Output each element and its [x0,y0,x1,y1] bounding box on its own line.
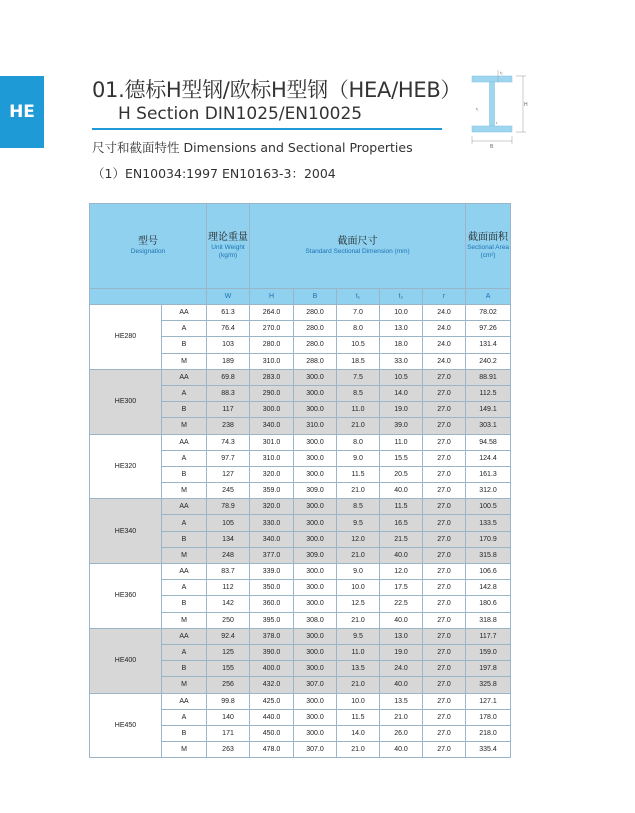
value-cell-h: 377.0 [250,547,294,563]
value-cell-h: 478.0 [250,742,294,758]
value-cell-t1: 21.0 [337,677,380,693]
value-cell-r: 27.0 [423,499,466,515]
value-cell-r: 27.0 [423,434,466,450]
header-dimension: 截面尺寸 Standard Sectional Dimension (mm) [250,204,466,289]
value-cell-w: 61.3 [207,305,250,321]
value-cell-a: 112.5 [466,385,511,401]
value-cell-a: 335.4 [466,742,511,758]
diagram-label-t1: t₁ [476,106,479,111]
value-cell-a: 100.5 [466,499,511,515]
subheader-a: A [466,289,511,305]
value-cell-w: 112 [207,580,250,596]
value-cell-a: 133.5 [466,515,511,531]
value-cell-t1: 21.0 [337,742,380,758]
subheader-r: r [423,289,466,305]
value-cell-h: 310.0 [250,353,294,369]
value-cell-b: 300.0 [294,385,337,401]
designation-cell: HE340 [90,499,162,564]
value-cell-r: 27.0 [423,369,466,385]
value-cell-b: 280.0 [294,305,337,321]
value-cell-t2: 40.0 [380,547,423,563]
value-cell-b: 300.0 [294,515,337,531]
grade-cell: B [162,531,207,547]
value-cell-w: 103 [207,337,250,353]
table-row [90,499,511,515]
grade-cell: M [162,612,207,628]
value-cell-t2: 20.5 [380,466,423,482]
value-cell-r: 27.0 [423,596,466,612]
grade-cell: A [162,580,207,596]
header-area: 截面面积 Sectional Area (cm²) [466,204,511,289]
grade-cell: A [162,385,207,401]
value-cell-t1: 12.0 [337,531,380,547]
grade-cell: AA [162,369,207,385]
value-cell-w: 245 [207,483,250,499]
grade-cell: AA [162,499,207,515]
value-cell-a: 127.1 [466,693,511,709]
value-cell-t2: 10.0 [380,305,423,321]
value-cell-t1: 14.0 [337,725,380,741]
value-cell-w: 76.4 [207,321,250,337]
value-cell-b: 300.0 [294,369,337,385]
value-cell-a: 197.8 [466,661,511,677]
grade-cell: B [162,725,207,741]
value-cell-b: 300.0 [294,596,337,612]
properties-table [89,203,511,758]
value-cell-a: 131.4 [466,337,511,353]
value-cell-r: 27.0 [423,450,466,466]
value-cell-r: 27.0 [423,725,466,741]
subheader-t1: t₁ [337,289,380,305]
value-cell-r: 27.0 [423,466,466,482]
value-cell-t2: 15.5 [380,450,423,466]
standard-reference: （1）EN10034:1997 EN10163-3：2004 [92,166,336,181]
value-cell-t1: 12.5 [337,596,380,612]
value-cell-a: 315.8 [466,547,511,563]
value-cell-a: 142.8 [466,580,511,596]
designation-cell: HE450 [90,693,162,758]
value-cell-a: 94.58 [466,434,511,450]
value-cell-h: 330.0 [250,515,294,531]
value-cell-h: 340.0 [250,418,294,434]
subheader-w: W [207,289,250,305]
value-cell-t1: 13.5 [337,661,380,677]
grade-cell: AA [162,628,207,644]
value-cell-w: 171 [207,725,250,741]
grade-cell: B [162,661,207,677]
value-cell-h: 300.0 [250,402,294,418]
value-cell-h: 264.0 [250,305,294,321]
value-cell-h: 378.0 [250,628,294,644]
value-cell-a: 178.0 [466,709,511,725]
value-cell-t2: 13.5 [380,693,423,709]
value-cell-t2: 21.5 [380,531,423,547]
grade-cell: A [162,709,207,725]
value-cell-b: 300.0 [294,531,337,547]
value-cell-r: 27.0 [423,693,466,709]
value-cell-w: 92.4 [207,628,250,644]
designation-cell: HE360 [90,564,162,629]
value-cell-t2: 26.0 [380,725,423,741]
grade-cell: AA [162,434,207,450]
value-cell-t2: 13.0 [380,628,423,644]
subheader-t2: t₂ [380,289,423,305]
value-cell-r: 27.0 [423,677,466,693]
value-cell-r: 27.0 [423,709,466,725]
table-body [90,305,511,758]
page-title: 01.德标H型钢/欧标H型钢（HEA/HEB） [92,78,462,102]
value-cell-a: 218.0 [466,725,511,741]
value-cell-r: 27.0 [423,742,466,758]
value-cell-t1: 21.0 [337,418,380,434]
value-cell-a: 170.9 [466,531,511,547]
value-cell-t2: 14.0 [380,385,423,401]
value-cell-b: 308.0 [294,612,337,628]
value-cell-b: 288.0 [294,353,337,369]
value-cell-t2: 13.0 [380,321,423,337]
value-cell-w: 78.9 [207,499,250,515]
value-cell-b: 310.0 [294,418,337,434]
value-cell-t1: 7.5 [337,369,380,385]
value-cell-w: 189 [207,353,250,369]
grade-cell: A [162,321,207,337]
value-cell-h: 432.0 [250,677,294,693]
value-cell-w: 263 [207,742,250,758]
value-cell-w: 117 [207,402,250,418]
value-cell-t2: 11.5 [380,499,423,515]
value-cell-w: 256 [207,677,250,693]
value-cell-h: 280.0 [250,337,294,353]
value-cell-b: 300.0 [294,580,337,596]
value-cell-h: 320.0 [250,499,294,515]
value-cell-a: 180.6 [466,596,511,612]
value-cell-t1: 18.5 [337,353,380,369]
value-cell-r: 24.0 [423,321,466,337]
value-cell-h: 339.0 [250,564,294,580]
value-cell-r: 27.0 [423,402,466,418]
value-cell-t2: 19.0 [380,402,423,418]
value-cell-w: 248 [207,547,250,563]
value-cell-h: 395.0 [250,612,294,628]
value-cell-w: 125 [207,644,250,660]
value-cell-b: 300.0 [294,402,337,418]
value-cell-b: 300.0 [294,693,337,709]
value-cell-w: 127 [207,466,250,482]
value-cell-a: 312.0 [466,483,511,499]
subheader-b: B [294,289,337,305]
value-cell-t1: 9.5 [337,515,380,531]
value-cell-t1: 10.0 [337,580,380,596]
grade-cell: B [162,466,207,482]
grade-cell: M [162,353,207,369]
subheader-blank [90,289,207,305]
value-cell-b: 300.0 [294,661,337,677]
value-cell-w: 69.8 [207,369,250,385]
value-cell-h: 359.0 [250,483,294,499]
value-cell-r: 27.0 [423,531,466,547]
header-designation: 型号 Designation [90,204,207,289]
value-cell-a: 117.7 [466,628,511,644]
value-cell-w: 142 [207,596,250,612]
grade-cell: B [162,337,207,353]
grade-cell: M [162,483,207,499]
value-cell-a: 325.8 [466,677,511,693]
table-row [90,628,511,644]
value-cell-a: 161.3 [466,466,511,482]
table-row [90,369,511,385]
value-cell-t1: 11.0 [337,644,380,660]
value-cell-t1: 9.0 [337,450,380,466]
value-cell-r: 27.0 [423,385,466,401]
value-cell-t1: 8.0 [337,434,380,450]
value-cell-b: 300.0 [294,644,337,660]
subheader-h: H [250,289,294,305]
value-cell-t2: 17.5 [380,580,423,596]
value-cell-h: 290.0 [250,385,294,401]
value-cell-a: 149.1 [466,402,511,418]
value-cell-t1: 11.5 [337,709,380,725]
value-cell-h: 440.0 [250,709,294,725]
value-cell-t2: 40.0 [380,612,423,628]
value-cell-t1: 9.5 [337,628,380,644]
value-cell-b: 300.0 [294,725,337,741]
value-cell-w: 97.7 [207,450,250,466]
value-cell-w: 238 [207,418,250,434]
header-weight: 理论重量 Unit Weight (kg/m) [207,204,250,289]
value-cell-a: 124.4 [466,450,511,466]
value-cell-t2: 40.0 [380,677,423,693]
value-cell-t1: 9.0 [337,564,380,580]
value-cell-b: 307.0 [294,677,337,693]
value-cell-t1: 10.0 [337,693,380,709]
designation-cell: HE300 [90,369,162,434]
value-cell-t1: 11.0 [337,402,380,418]
value-cell-t2: 24.0 [380,661,423,677]
grade-cell: M [162,547,207,563]
value-cell-t2: 22.5 [380,596,423,612]
value-cell-h: 350.0 [250,580,294,596]
value-cell-h: 360.0 [250,596,294,612]
designation-cell: HE280 [90,305,162,370]
value-cell-r: 27.0 [423,564,466,580]
value-cell-b: 300.0 [294,466,337,482]
value-cell-r: 27.0 [423,547,466,563]
value-cell-w: 83.7 [207,564,250,580]
grade-cell: AA [162,305,207,321]
value-cell-w: 155 [207,661,250,677]
grade-cell: A [162,515,207,531]
value-cell-a: 303.1 [466,418,511,434]
value-cell-a: 78.02 [466,305,511,321]
value-cell-t1: 21.0 [337,547,380,563]
value-cell-a: 106.6 [466,564,511,580]
grade-cell: AA [162,693,207,709]
value-cell-t1: 8.5 [337,499,380,515]
value-cell-t2: 18.0 [380,337,423,353]
grade-cell: B [162,402,207,418]
value-cell-b: 300.0 [294,499,337,515]
designation-cell: HE400 [90,628,162,693]
value-cell-h: 320.0 [250,466,294,482]
value-cell-t2: 40.0 [380,483,423,499]
table-row [90,693,511,709]
value-cell-r: 27.0 [423,515,466,531]
value-cell-h: 270.0 [250,321,294,337]
value-cell-w: 74.3 [207,434,250,450]
value-cell-h: 400.0 [250,661,294,677]
value-cell-t2: 11.0 [380,434,423,450]
value-cell-t1: 8.5 [337,385,380,401]
value-cell-b: 307.0 [294,742,337,758]
value-cell-b: 300.0 [294,450,337,466]
grade-cell: M [162,677,207,693]
value-cell-t2: 33.0 [380,353,423,369]
h-section-diagram [468,68,532,150]
value-cell-b: 300.0 [294,628,337,644]
value-cell-t2: 39.0 [380,418,423,434]
value-cell-h: 450.0 [250,725,294,741]
value-cell-t2: 19.0 [380,644,423,660]
value-cell-t1: 21.0 [337,612,380,628]
value-cell-t2: 21.0 [380,709,423,725]
value-cell-b: 300.0 [294,709,337,725]
value-cell-a: 318.8 [466,612,511,628]
value-cell-a: 240.2 [466,353,511,369]
section-tab-label: HE [9,102,35,122]
title-underline [92,128,442,130]
value-cell-r: 27.0 [423,418,466,434]
value-cell-t2: 16.5 [380,515,423,531]
grade-cell: AA [162,564,207,580]
value-cell-b: 309.0 [294,483,337,499]
value-cell-a: 97.26 [466,321,511,337]
value-cell-r: 24.0 [423,337,466,353]
value-cell-h: 390.0 [250,644,294,660]
diagram-label-t2: t₂ [500,70,503,75]
value-cell-r: 27.0 [423,644,466,660]
grade-cell: M [162,418,207,434]
grade-cell: M [162,742,207,758]
value-cell-h: 425.0 [250,693,294,709]
value-cell-r: 27.0 [423,612,466,628]
value-cell-t2: 12.0 [380,564,423,580]
value-cell-t1: 8.0 [337,321,380,337]
table-row [90,564,511,580]
value-cell-t1: 21.0 [337,483,380,499]
value-cell-a: 159.0 [466,644,511,660]
value-cell-w: 134 [207,531,250,547]
value-cell-h: 310.0 [250,450,294,466]
value-cell-r: 27.0 [423,580,466,596]
value-cell-w: 99.8 [207,693,250,709]
value-cell-r: 27.0 [423,628,466,644]
page-title-english: H Section DIN1025/EN10025 [118,104,363,124]
value-cell-w: 140 [207,709,250,725]
value-cell-b: 300.0 [294,564,337,580]
grade-cell: A [162,644,207,660]
designation-cell: HE320 [90,434,162,499]
table-row [90,434,511,450]
grade-cell: A [162,450,207,466]
section-subtitle: 尺寸和截面特性 Dimensions and Sectional Properties [92,140,413,155]
value-cell-w: 105 [207,515,250,531]
value-cell-b: 309.0 [294,547,337,563]
value-cell-b: 280.0 [294,337,337,353]
value-cell-w: 88.3 [207,385,250,401]
value-cell-t2: 40.0 [380,742,423,758]
value-cell-t2: 10.5 [380,369,423,385]
section-tab [0,76,44,148]
value-cell-b: 300.0 [294,434,337,450]
value-cell-h: 340.0 [250,531,294,547]
value-cell-t1: 11.5 [337,466,380,482]
value-cell-r: 27.0 [423,661,466,677]
diagram-label-r: r [496,120,498,125]
value-cell-r: 24.0 [423,305,466,321]
value-cell-b: 280.0 [294,321,337,337]
value-cell-r: 27.0 [423,483,466,499]
value-cell-a: 88.91 [466,369,511,385]
value-cell-t1: 10.5 [337,337,380,353]
value-cell-r: 24.0 [423,353,466,369]
grade-cell: B [162,596,207,612]
value-cell-w: 250 [207,612,250,628]
table-row [90,305,511,321]
diagram-label-b: B [490,144,494,150]
value-cell-h: 301.0 [250,434,294,450]
value-cell-t1: 7.0 [337,305,380,321]
diagram-label-h: H [524,102,528,108]
value-cell-h: 283.0 [250,369,294,385]
